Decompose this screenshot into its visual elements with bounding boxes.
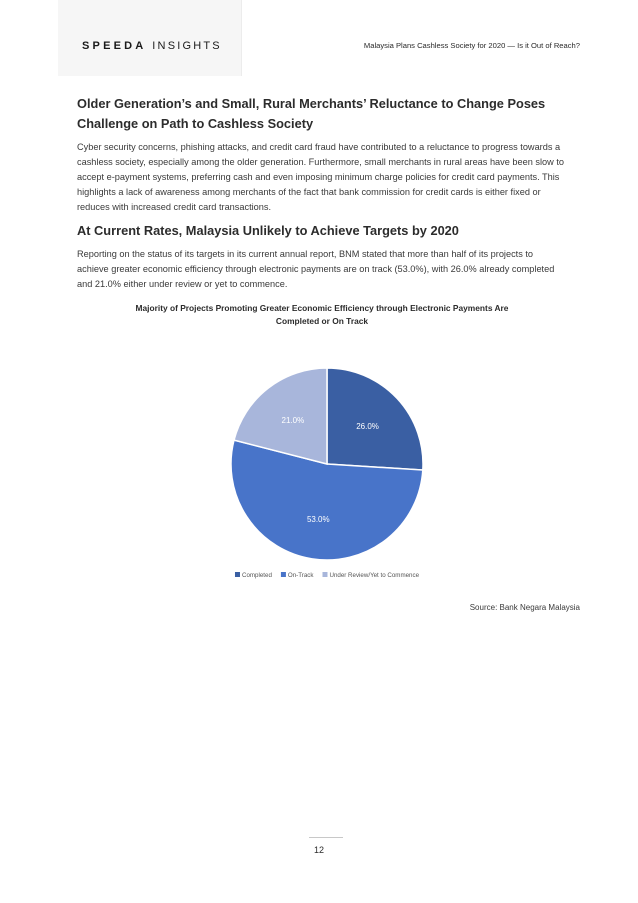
- logo-brand: SPEEDA: [82, 40, 147, 52]
- legend-label: Under Review/Yet to Commence: [329, 572, 420, 579]
- logo-suffix: INSIGHTS: [152, 40, 222, 52]
- speeda-insights-logo: [82, 40, 222, 52]
- chart-legend: [235, 572, 420, 579]
- pie-data-label: 26.0%: [356, 421, 379, 431]
- section-heading-targets: At Current Rates, Malaysia Unlikely to Achieve Targets by 2020: [77, 223, 459, 238]
- logo-background: [58, 0, 242, 76]
- legend-label: Completed: [241, 572, 272, 579]
- legend-label: On-Track: [287, 572, 314, 579]
- section-body-targets: Reporting on the status of its targets in its current annual report, BNM stated that more than half of its projects to achieve greater economic efficiency through electronic payments are on track (53.0%), with 26.0% already completed and 21.0% either under review or yet to commence.: [77, 249, 555, 289]
- source-note: Source: Bank Negara Malaysia: [469, 603, 580, 612]
- pie-slice-completed: [327, 368, 423, 470]
- chart-title: Majority of Projects Promoting Greater Economic Efficiency through Electronic Payments Are Completed or On Track: [135, 303, 509, 326]
- page-content: [77, 94, 567, 328]
- legend-swatch: [322, 572, 327, 577]
- section-heading-reluctance: Older Generation’s and Small, Rural Merchants’ Reluctance to Change Poses Challenge on Path to Cashless Society: [77, 96, 546, 131]
- section-body-reluctance: Cyber security concerns, phishing attacks, and credit card fraud have contributed to a reluctance to progress towards a cashless society, especially among the older generation. Furthermore, small merchants in rural areas have been slow to accept e-payment systems, preferring cash and even imposing minimum charge policies for credit card payments. This highlights a lack of awareness among merchants of the fact that bank commission for credit cards is either fixed or reduces with increased credit card transactions.: [77, 142, 565, 212]
- page-number: 12: [313, 845, 324, 855]
- pie-chart: [222, 362, 432, 592]
- pie-data-label: 21.0%: [281, 416, 305, 426]
- footer-divider: [309, 837, 343, 838]
- legend-swatch: [235, 572, 240, 577]
- pie-data-label: 53.0%: [306, 514, 330, 524]
- legend-swatch: [281, 572, 286, 577]
- report-title: Malaysia Plans Cashless Society for 2020 — Is it Out of Reach?: [363, 41, 580, 50]
